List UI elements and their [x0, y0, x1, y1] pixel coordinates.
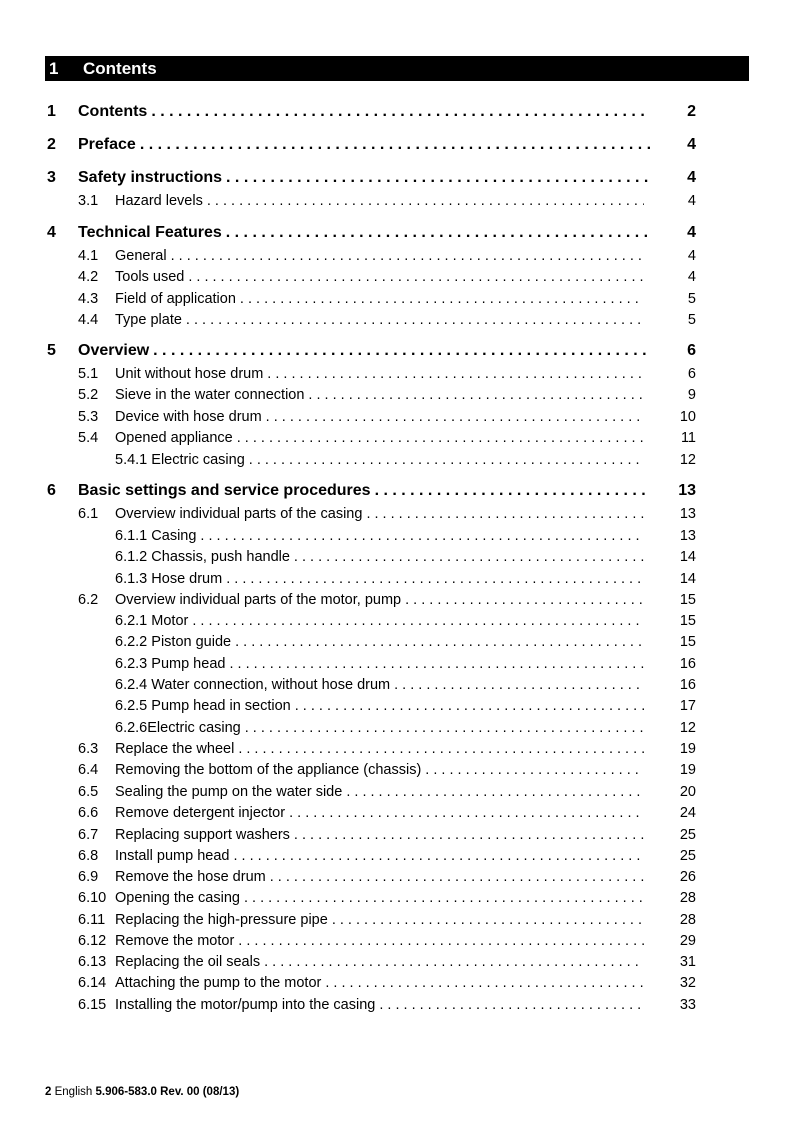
toc-entry-number: 1 — [47, 103, 56, 120]
toc-leader-dots — [342, 784, 644, 800]
toc-entry-page: 26 — [679, 869, 696, 885]
toc-leader-dots — [290, 827, 644, 843]
toc-leader-dots — [196, 528, 644, 544]
toc-leader-dots — [147, 103, 650, 121]
toc-entry-title: Sieve in the water connection — [115, 387, 305, 403]
toc-entry[interactable] — [115, 677, 644, 693]
toc-leader-dots — [149, 342, 650, 360]
toc-entry[interactable] — [78, 762, 644, 778]
toc-entry-title: Remove the motor — [115, 933, 235, 949]
toc-entry-title: Basic settings and service procedures — [78, 482, 371, 499]
toc-entry-page: 29 — [679, 933, 696, 949]
toc-entry[interactable] — [78, 805, 644, 821]
toc-entry-page: 25 — [679, 827, 696, 843]
toc-leader-dots — [291, 698, 644, 714]
toc-entry[interactable] — [115, 613, 644, 629]
toc-entry[interactable] — [115, 720, 644, 736]
toc-entry-page: 4 — [687, 193, 696, 209]
toc-entry-number: 3 — [47, 169, 56, 186]
toc-entry-page: 31 — [679, 954, 696, 970]
toc-leader-dots — [182, 312, 644, 328]
toc-entry-title: Remove the hose drum — [115, 869, 266, 885]
toc-entry-title: Opening the casing — [115, 890, 240, 906]
toc-entry[interactable] — [78, 912, 644, 928]
toc-entry-number: 5.2 — [78, 387, 99, 403]
toc-entry-page: 16 — [679, 677, 696, 693]
toc-entry-page: 32 — [679, 975, 696, 991]
toc-entry-number: 2 — [47, 136, 56, 153]
page-footer — [45, 1086, 239, 1098]
toc-entry-title: Preface — [78, 136, 136, 153]
toc-entry[interactable] — [47, 482, 650, 500]
footer-page-number: 2 — [45, 1086, 52, 1098]
toc-entry-title: 6.1.1 Casing — [115, 528, 197, 544]
toc-leader-dots — [225, 656, 644, 672]
toc-entry[interactable] — [115, 571, 644, 587]
toc-entry-title: Type plate — [115, 312, 182, 328]
toc-entry-page: 16 — [679, 656, 696, 672]
toc-entry-number: 4 — [47, 224, 56, 241]
toc-entry-number: 5.3 — [78, 409, 99, 425]
toc-entry-page: 15 — [679, 592, 696, 608]
toc-entry-page: 14 — [679, 571, 696, 587]
toc-entry[interactable] — [47, 136, 650, 154]
toc-entry-number: 6 — [47, 482, 56, 499]
toc-entry-page: 28 — [679, 912, 696, 928]
toc-entry[interactable] — [78, 890, 644, 906]
toc-entry-number: 6.3 — [78, 741, 99, 757]
toc-entry[interactable] — [78, 506, 644, 522]
toc-entry[interactable] — [78, 869, 644, 885]
toc-entry-number: 4.4 — [78, 312, 99, 328]
toc-entry-page: 15 — [679, 613, 696, 629]
toc-entry[interactable] — [115, 634, 644, 650]
toc-entry-page: 13 — [678, 482, 696, 499]
toc-entry-number: 6.5 — [78, 784, 99, 800]
toc-entry-title: 5.4.1 Electric casing — [115, 452, 245, 468]
toc-entry[interactable] — [78, 954, 644, 970]
toc-entry-page: 4 — [687, 224, 696, 241]
toc-entry[interactable] — [47, 169, 650, 187]
toc-entry-title: Replacing support washers — [115, 827, 290, 843]
toc-leader-dots — [222, 571, 644, 587]
toc-entry-number: 6.9 — [78, 869, 99, 885]
toc-entry[interactable] — [78, 933, 644, 949]
toc-entry-number: 6.10 — [78, 890, 107, 906]
toc-entry-page: 6 — [687, 366, 696, 382]
toc-entry-number: 6.13 — [78, 954, 107, 970]
toc-leader-dots — [222, 169, 650, 187]
toc-leader-dots — [229, 848, 644, 864]
toc-entry-title: Technical Features — [78, 224, 222, 241]
toc-leader-dots — [203, 193, 644, 209]
toc-entry-title: 6.1.3 Hose drum — [115, 571, 223, 587]
toc-entry-page: 19 — [679, 741, 696, 757]
toc-entry-title: Remove detergent injector — [115, 805, 286, 821]
footer-language: English — [54, 1086, 93, 1098]
toc-leader-dots — [233, 430, 644, 446]
toc-entry[interactable] — [78, 975, 644, 991]
toc-leader-dots — [321, 975, 644, 991]
toc-entry-title: Opened appliance — [115, 430, 233, 446]
toc-leader-dots — [245, 452, 644, 468]
toc-entry-number: 6.6 — [78, 805, 99, 821]
toc-leader-dots — [167, 248, 644, 264]
toc-entry-title: 6.2.3 Pump head — [115, 656, 226, 672]
toc-leader-dots — [263, 366, 644, 382]
toc-entry-title: Overview individual parts of the motor, pump — [115, 592, 402, 608]
toc-entry-title: General — [115, 248, 167, 264]
toc-entry-number: 6.2 — [78, 592, 99, 608]
toc-entry-title: Hazard levels — [115, 193, 203, 209]
toc-entry-title: 6.1.2 Chassis, push handle — [115, 549, 290, 565]
toc-leader-dots — [188, 613, 644, 629]
toc-entry[interactable] — [78, 291, 644, 307]
toc-entry-title: Safety instructions — [78, 169, 223, 186]
toc-entry-number: 6.8 — [78, 848, 99, 864]
toc-entry[interactable] — [78, 741, 644, 757]
toc-leader-dots — [304, 387, 644, 403]
toc-entry[interactable] — [115, 656, 644, 672]
toc-leader-dots — [236, 291, 644, 307]
toc-entry-page: 4 — [687, 248, 696, 264]
toc-entry-title: Overview individual parts of the casing — [115, 506, 363, 522]
toc-entry[interactable] — [78, 248, 644, 264]
toc-entry[interactable] — [115, 698, 644, 714]
toc-leader-dots — [375, 997, 644, 1013]
toc-entry-page: 20 — [679, 784, 696, 800]
toc-entry[interactable] — [78, 592, 644, 608]
toc-leader-dots — [371, 482, 650, 500]
toc-entry-number: 6.15 — [78, 997, 107, 1013]
toc-leader-dots — [266, 869, 644, 885]
toc-entry[interactable] — [78, 827, 644, 843]
toc-entry[interactable] — [78, 997, 644, 1013]
toc-entry-title: 6.2.2 Piston guide — [115, 634, 232, 650]
toc-entry[interactable] — [78, 848, 644, 864]
toc-leader-dots — [362, 506, 644, 522]
toc-entry-number: 5 — [47, 342, 56, 359]
toc-entry-number: 6.1 — [78, 506, 99, 522]
toc-leader-dots — [328, 912, 644, 928]
toc-leader-dots — [234, 741, 644, 757]
toc-entry[interactable] — [115, 452, 644, 468]
toc-entry-title: 6.2.1 Motor — [115, 613, 189, 629]
toc-entry-number: 4.1 — [78, 248, 99, 264]
toc-entry-title: Device with hose drum — [115, 409, 262, 425]
toc-leader-dots — [184, 269, 644, 285]
section-header-bar — [45, 56, 749, 81]
toc-entry-number: 6.7 — [78, 827, 99, 843]
toc-entry[interactable] — [78, 784, 644, 800]
toc-leader-dots — [421, 762, 644, 778]
toc-entry-page: 17 — [679, 698, 696, 714]
footer-doc-number: 5.906-583.0 Rev. 00 (08/13) — [95, 1086, 240, 1098]
toc-entry-number: 4.2 — [78, 269, 99, 285]
toc-entry-title: Contents — [78, 103, 148, 120]
toc-entry-page: 4 — [687, 169, 696, 186]
toc-entry-page: 4 — [687, 136, 696, 153]
toc-entry-title: Install pump head — [115, 848, 230, 864]
toc-entry-title: Tools used — [115, 269, 185, 285]
toc-entry-page: 6 — [687, 342, 696, 359]
toc-entry-title: Replacing the high-pressure pipe — [115, 912, 328, 928]
toc-entry[interactable] — [78, 387, 644, 403]
toc-entry-number: 5.4 — [78, 430, 99, 446]
toc-entry-page: 15 — [679, 634, 696, 650]
toc-leader-dots — [390, 677, 644, 693]
toc-leader-dots — [222, 224, 650, 242]
toc-entry-title: Sealing the pump on the water side — [115, 784, 343, 800]
toc-entry-number: 4.3 — [78, 291, 99, 307]
toc-entry-title: 6.2.4 Water connection, without hose drum — [115, 677, 391, 693]
toc-entry-page: 5 — [687, 291, 696, 307]
toc-entry-title: 6.2.6Electric casing — [115, 720, 241, 736]
toc-leader-dots — [240, 890, 644, 906]
toc-entry-title: Overview — [78, 342, 150, 359]
toc-leader-dots — [262, 409, 644, 425]
toc-entry-title: 6.2.5 Pump head in section — [115, 698, 291, 714]
toc-entry-number: 5.1 — [78, 366, 99, 382]
toc-leader-dots — [241, 720, 644, 736]
toc-entry-page: 12 — [679, 720, 696, 736]
toc-leader-dots — [231, 634, 644, 650]
section-title: Contents — [83, 58, 157, 78]
toc-entry[interactable] — [115, 549, 644, 565]
toc-entry-page: 28 — [679, 890, 696, 906]
toc-entry-title: Field of application — [115, 291, 236, 307]
toc-entry-page: 13 — [679, 528, 696, 544]
toc-entry-title: Installing the motor/pump into the casing — [115, 997, 376, 1013]
toc-entry-page: 14 — [679, 549, 696, 565]
toc-entry-page: 12 — [679, 452, 696, 468]
toc-entry[interactable] — [78, 269, 644, 285]
toc-leader-dots — [136, 136, 650, 154]
toc-entry-number: 6.11 — [78, 912, 106, 928]
toc-entry[interactable] — [78, 312, 644, 328]
toc-entry-page: 9 — [687, 387, 696, 403]
toc-entry-page: 24 — [679, 805, 696, 821]
toc-entry[interactable] — [78, 409, 644, 425]
toc-entry-page: 13 — [679, 506, 696, 522]
toc-entry-title: Replacing the oil seals — [115, 954, 261, 970]
toc-entry-title: Attaching the pump to the motor — [115, 975, 322, 991]
section-number: 1 — [49, 58, 59, 78]
toc-entry[interactable] — [78, 193, 644, 209]
toc-entry-number: 6.14 — [78, 975, 107, 991]
toc-leader-dots — [285, 805, 644, 821]
toc-entry[interactable] — [47, 224, 650, 242]
toc-entry[interactable] — [47, 342, 650, 360]
toc-entry-page: 19 — [679, 762, 696, 778]
toc-entry[interactable] — [47, 103, 650, 121]
toc-leader-dots — [401, 592, 644, 608]
toc-entry-page: 11 — [680, 430, 696, 446]
toc-entry-number: 6.12 — [78, 933, 107, 949]
toc-entry-page: 25 — [679, 848, 696, 864]
toc-entry-number: 6.4 — [78, 762, 99, 778]
toc-entry-page: 5 — [687, 312, 696, 328]
toc-entry-page: 2 — [687, 103, 696, 120]
toc-leader-dots — [234, 933, 644, 949]
toc-entry[interactable] — [115, 528, 644, 544]
toc-entry-title: Replace the wheel — [115, 741, 235, 757]
toc-entry[interactable] — [78, 430, 644, 446]
toc-entry-page: 4 — [687, 269, 696, 285]
toc-entry-number: 3.1 — [78, 193, 99, 209]
toc-entry[interactable] — [78, 366, 644, 382]
toc-leader-dots — [290, 549, 644, 565]
toc-entry-title: Unit without hose drum — [115, 366, 264, 382]
toc-entry-page: 33 — [679, 997, 696, 1013]
toc-entry-title: Removing the bottom of the appliance (chassis) — [115, 762, 422, 778]
toc-leader-dots — [260, 954, 644, 970]
toc-entry-page: 10 — [679, 409, 696, 425]
